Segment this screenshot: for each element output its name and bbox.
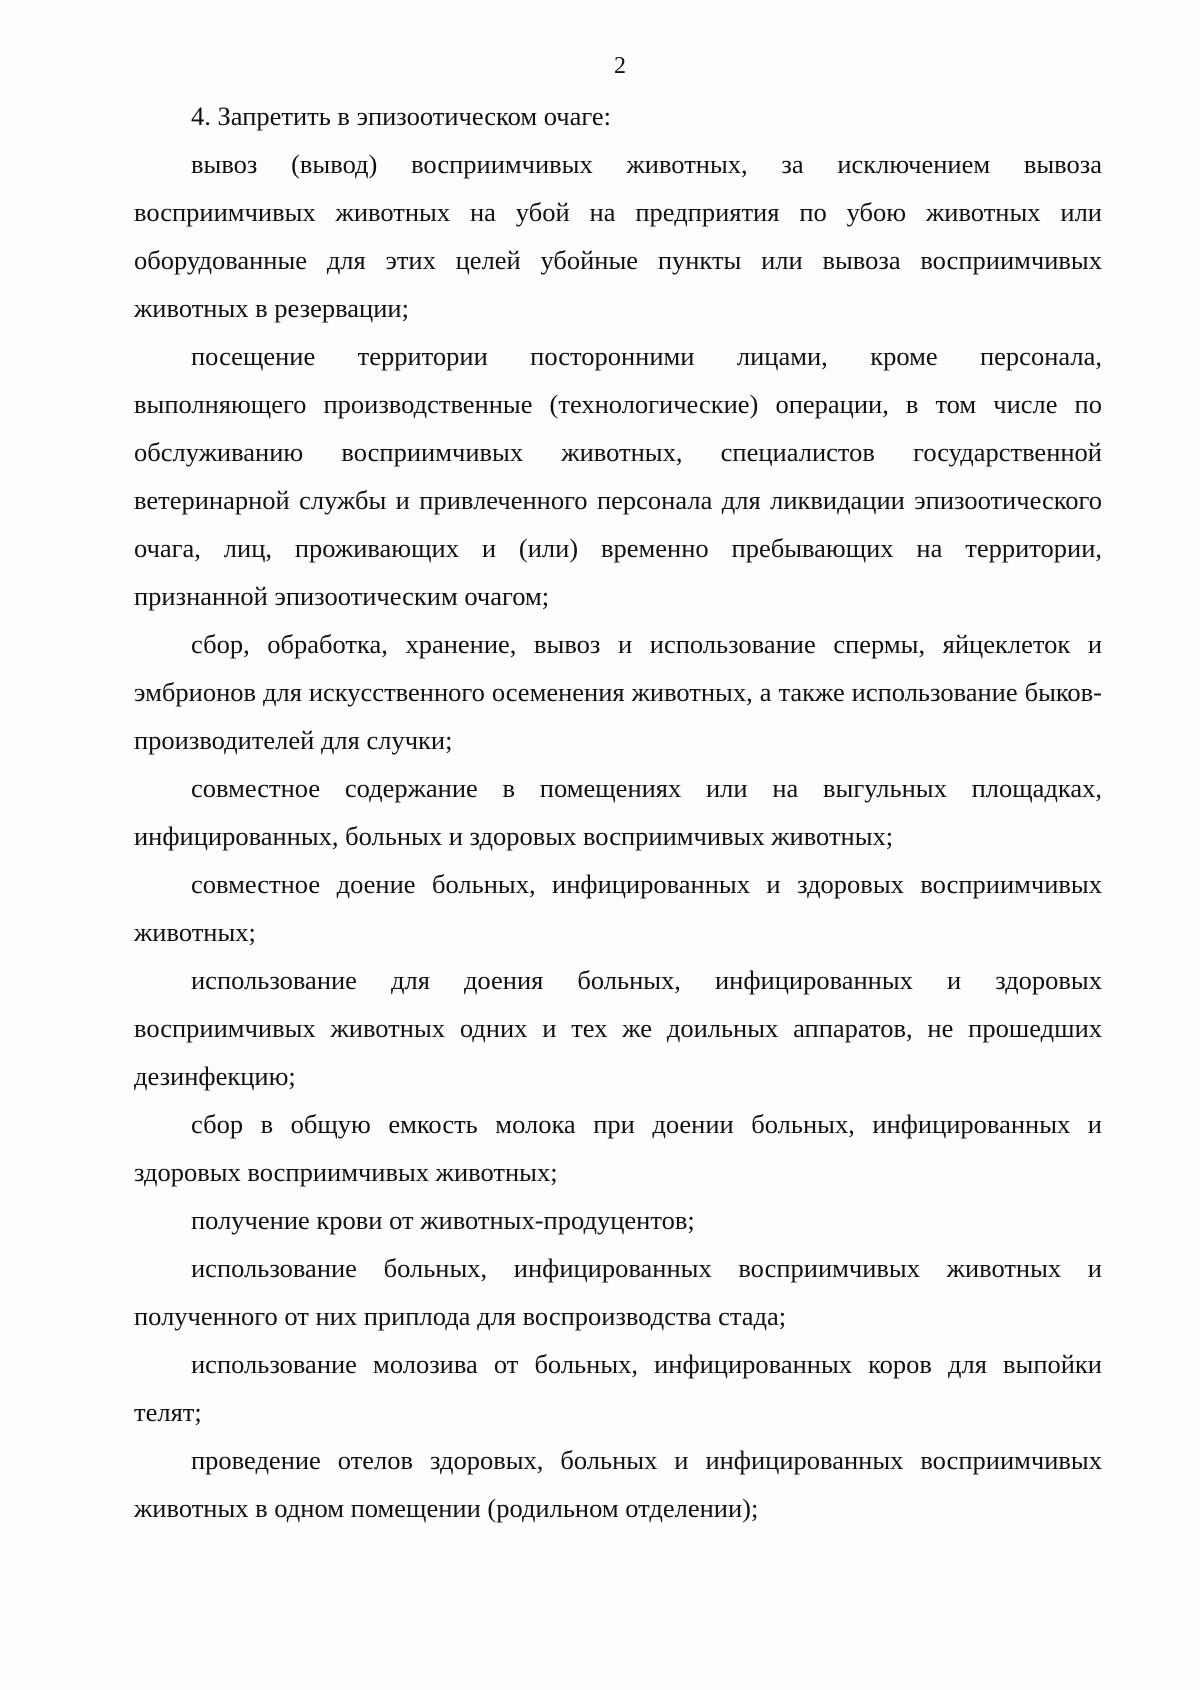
paragraph: совместное доение больных, инфицированных и здоровых восприимчивых животных; <box>134 869 1102 947</box>
paragraph: сбор, обработка, хранение, вывоз и использование спермы, яйцеклеток и эмбрионов для искусственного осеменения животных, а также использование быков-производителей для случки; <box>134 629 1102 755</box>
paragraph: вывоз (вывод) восприимчивых животных, за исключением вывоза восприимчивых животных на убой на предприятия по убою животных или оборудованные для этих целей убойные пункты или вывоза восприимчивых животных в резервации; <box>134 149 1102 323</box>
paragraph: использование для доения больных, инфицированных и здоровых восприимчивых животных одних и тех же доильных аппаратов, не прошедших дезинфекцию; <box>134 965 1102 1091</box>
page-number: 2 <box>614 53 626 79</box>
paragraph: сбор в общую емкость молока при доении больных, инфицированных и здоровых восприимчивых животных; <box>134 1109 1102 1187</box>
paragraph: проведение отелов здоровых, больных и инфицированных восприимчивых животных в одном помещении (родильном отделении); <box>134 1445 1102 1523</box>
paragraph: совместное содержание в помещениях или на выгульных площадках, инфицированных, больных и здоровых восприимчивых животных; <box>134 773 1102 851</box>
paragraph-heading: 4. Запретить в эпизоотическом очаге: <box>191 101 612 131</box>
paragraph: получение крови от животных-продуцентов; <box>191 1205 695 1235</box>
document-body <box>134 92 1102 1532</box>
paragraph: использование больных, инфицированных восприимчивых животных и полученного от них приплода для воспроизводства стада; <box>134 1253 1102 1331</box>
paragraph: посещение территории посторонними лицами, кроме персонала, выполняющего производственные (технологические) операции, в том числе по обслуживанию восприимчивых животных, специалистов государственной ветеринарной службы и привлеченного персонала для ликвидации эпизоотического очага, лиц, проживающих и (или) временно пребывающих на территории, признанной эпизоотическим очагом; <box>134 341 1102 611</box>
paragraph: использование молозива от больных, инфицированных коров для выпойки телят; <box>134 1349 1102 1427</box>
